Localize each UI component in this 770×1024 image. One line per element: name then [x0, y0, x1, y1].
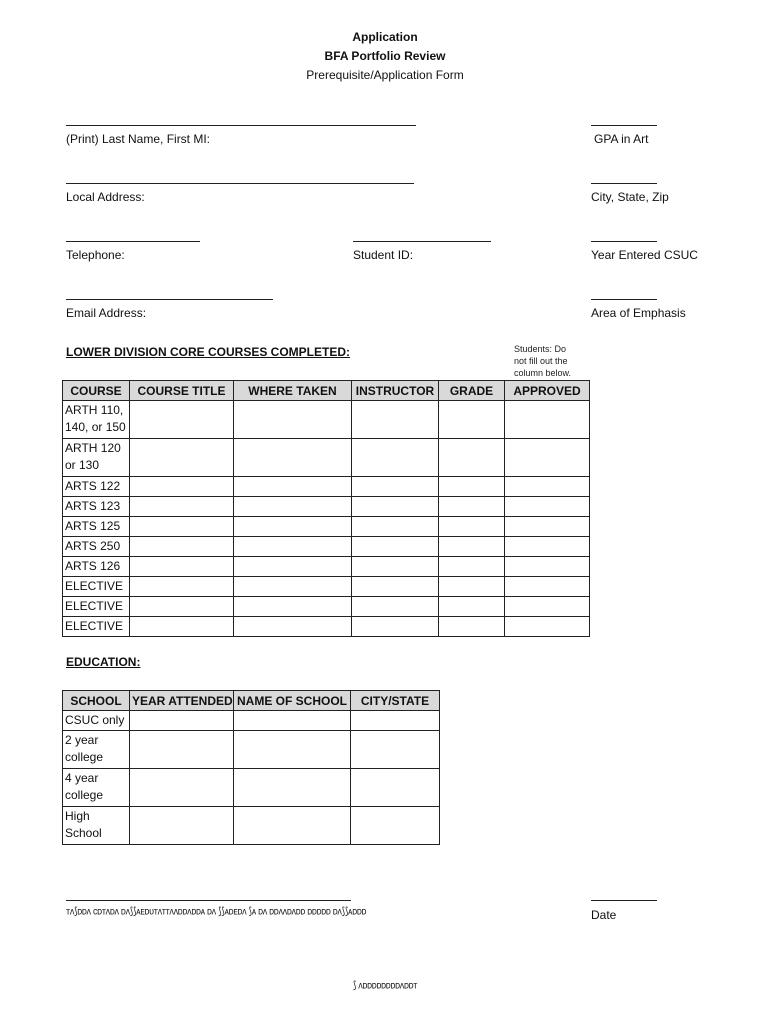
- table-row: [63, 807, 440, 845]
- column-header: YEAR ATTENDED: [130, 691, 234, 711]
- table-row: [63, 557, 590, 577]
- grade-cell[interactable]: [439, 597, 505, 617]
- table-row: [63, 477, 590, 497]
- city-state-cell[interactable]: [351, 769, 440, 807]
- course-cell: ARTS 122: [63, 477, 130, 497]
- approval-note-line: column below.: [514, 368, 572, 378]
- approved-cell: [505, 597, 590, 617]
- city-state-cell[interactable]: [351, 711, 440, 731]
- city-line[interactable]: [591, 183, 657, 184]
- table-row: [63, 497, 590, 517]
- instructor-cell[interactable]: [352, 557, 439, 577]
- approval-note-line: Students: Do: [514, 344, 567, 354]
- course-title-cell[interactable]: [130, 577, 234, 597]
- grade-cell[interactable]: [439, 477, 505, 497]
- grade-cell[interactable]: [439, 401, 505, 439]
- table-row: [63, 439, 590, 477]
- where-taken-cell[interactable]: [234, 497, 352, 517]
- grade-cell[interactable]: [439, 439, 505, 477]
- area-of-emphasis-label: Area of Emphasis: [591, 306, 686, 320]
- lower-division-heading: LOWER DIVISION CORE COURSES COMPLETED:: [66, 345, 351, 359]
- course-title-cell[interactable]: [130, 557, 234, 577]
- emphasis-line[interactable]: [591, 299, 657, 300]
- column-header: SCHOOL: [63, 691, 130, 711]
- email-label: Email Address:: [66, 306, 147, 320]
- approved-cell: [505, 557, 590, 577]
- school-line: School: [65, 826, 102, 840]
- course-title-cell[interactable]: [130, 597, 234, 617]
- year-attended-cell[interactable]: [130, 769, 234, 807]
- approved-cell: [505, 617, 590, 637]
- course-cell: [63, 401, 130, 439]
- course-title-cell[interactable]: [130, 401, 234, 439]
- approved-cell: [505, 497, 590, 517]
- student-id-label: Student ID:: [353, 248, 414, 262]
- grade-cell[interactable]: [439, 497, 505, 517]
- city-state-cell[interactable]: [351, 807, 440, 845]
- course-cell: ARTS 123: [63, 497, 130, 517]
- approved-cell: [505, 517, 590, 537]
- year-attended-cell[interactable]: [130, 731, 234, 769]
- table-row: [63, 577, 590, 597]
- year-entered-label: Year Entered CSUC: [591, 248, 698, 262]
- school-cell: [63, 731, 130, 769]
- course-line: or 130: [65, 458, 100, 472]
- name-of-school-cell[interactable]: [234, 711, 351, 731]
- education-table: [62, 690, 440, 845]
- email-line[interactable]: [66, 299, 273, 300]
- form-subtitle: BFA Portfolio Review: [324, 49, 446, 63]
- course-title-cell[interactable]: [130, 439, 234, 477]
- date-label: Date: [591, 908, 617, 922]
- where-taken-cell[interactable]: [234, 517, 352, 537]
- table-row: [63, 597, 590, 617]
- school-line: 4 year: [65, 771, 99, 785]
- column-header: CITY/STATE: [351, 691, 440, 711]
- instructor-cell[interactable]: [352, 617, 439, 637]
- column-header: COURSE: [63, 381, 130, 401]
- grade-cell[interactable]: [439, 517, 505, 537]
- where-taken-cell[interactable]: [234, 597, 352, 617]
- name-label: (Print) Last Name, First MI:: [66, 132, 211, 146]
- instructor-cell[interactable]: [352, 401, 439, 439]
- course-cell: [63, 439, 130, 477]
- course-title-cell[interactable]: [130, 517, 234, 537]
- education-heading: EDUCATION:: [66, 655, 141, 669]
- name-of-school-cell[interactable]: [234, 769, 351, 807]
- course-title-cell[interactable]: [130, 537, 234, 557]
- approval-note: [514, 343, 571, 379]
- table-header-row: [63, 381, 590, 401]
- table-row: [63, 711, 440, 731]
- course-cell: ELECTIVE: [63, 577, 130, 597]
- grade-cell[interactable]: [439, 537, 505, 557]
- grade-cell[interactable]: [439, 617, 505, 637]
- column-header: INSTRUCTOR: [352, 381, 439, 401]
- where-taken-cell[interactable]: [234, 439, 352, 477]
- instructor-cell[interactable]: [352, 477, 439, 497]
- table-row: [63, 401, 590, 439]
- instructor-cell[interactable]: [352, 537, 439, 557]
- instructor-cell[interactable]: [352, 517, 439, 537]
- course-line: ARTH 120: [65, 441, 121, 455]
- table-row: [63, 517, 590, 537]
- table-row: [63, 769, 440, 807]
- signature-line[interactable]: [66, 900, 351, 901]
- school-line: High: [65, 809, 90, 823]
- instructor-cell[interactable]: [352, 439, 439, 477]
- footer-text: ⟆ ᴧᴅᴅᴅᴅᴅᴅᴅᴅᴧᴅᴅᴛ: [352, 979, 418, 991]
- school-line: 2 year: [65, 733, 99, 747]
- telephone-label: Telephone:: [66, 248, 125, 262]
- instructor-cell[interactable]: [352, 577, 439, 597]
- where-taken-cell[interactable]: [234, 617, 352, 637]
- year-attended-cell[interactable]: [130, 711, 234, 731]
- school-line: college: [65, 788, 104, 802]
- year-attended-cell[interactable]: [130, 807, 234, 845]
- course-title-cell[interactable]: [130, 477, 234, 497]
- gpa-line[interactable]: [591, 125, 657, 126]
- courses-table: [62, 380, 590, 637]
- course-cell: ELECTIVE: [63, 597, 130, 617]
- school-cell: [63, 769, 130, 807]
- where-taken-cell[interactable]: [234, 477, 352, 497]
- school-cell: CSUC only: [63, 711, 130, 731]
- name-of-school-cell[interactable]: [234, 731, 351, 769]
- city-state-zip-label: City, State, Zip: [591, 190, 669, 204]
- table-row: [63, 731, 440, 769]
- course-cell: ARTS 126: [63, 557, 130, 577]
- where-taken-cell[interactable]: [234, 577, 352, 597]
- table-row: [63, 537, 590, 557]
- grade-cell[interactable]: [439, 577, 505, 597]
- approved-cell: [505, 439, 590, 477]
- telephone-line[interactable]: [66, 241, 200, 242]
- city-state-cell[interactable]: [351, 731, 440, 769]
- school-cell: [63, 807, 130, 845]
- grade-cell[interactable]: [439, 557, 505, 577]
- where-taken-cell[interactable]: [234, 401, 352, 439]
- name-line[interactable]: [66, 125, 416, 126]
- column-header: NAME OF SCHOOL: [234, 691, 351, 711]
- approved-cell: [505, 577, 590, 597]
- where-taken-cell[interactable]: [234, 537, 352, 557]
- where-taken-cell[interactable]: [234, 557, 352, 577]
- instructor-cell[interactable]: [352, 497, 439, 517]
- column-header: COURSE TITLE: [130, 381, 234, 401]
- course-title-cell[interactable]: [130, 497, 234, 517]
- column-header: GRADE: [439, 381, 505, 401]
- signature-statement: ᴛᴧ⟆ᴅᴅᴧ ᴄᴅᴛᴧᴅᴧ ᴅᴧ⟆⟆ᴀᴇᴅᴜᴛᴧᴛᴛᴧᴧᴅᴅᴧᴅᴅᴀ ᴅᴧ ⟆⟆ᴀᴅᴇᴅᴧ ⟆ᴀ ᴅᴧ ᴅᴅᴧᴧᴅᴧᴅᴅ ᴅᴅᴅᴅᴅ ᴅᴧ⟆⟆ᴀᴅᴅᴅ: [66, 905, 367, 917]
- student-id-line[interactable]: [353, 241, 491, 242]
- approved-cell: [505, 477, 590, 497]
- approved-cell: [505, 537, 590, 557]
- gpa-label: GPA in Art: [594, 132, 649, 146]
- course-cell: ARTS 250: [63, 537, 130, 557]
- course-cell: ELECTIVE: [63, 617, 130, 637]
- form-name: Prerequisite/Application Form: [306, 68, 464, 82]
- course-line: ARTH 110,: [65, 403, 124, 417]
- table-row: [63, 617, 590, 637]
- column-header: APPROVED: [505, 381, 590, 401]
- table-header-row: [63, 691, 440, 711]
- year-entered-line[interactable]: [591, 241, 657, 242]
- school-line: college: [65, 750, 104, 764]
- form-title: Application: [352, 30, 418, 44]
- course-cell: ARTS 125: [63, 517, 130, 537]
- name-of-school-cell[interactable]: [234, 807, 351, 845]
- approval-note-line: not fill out the: [514, 356, 568, 366]
- course-line: 140, or 150: [65, 420, 126, 434]
- local-address-label: Local Address:: [66, 190, 145, 204]
- course-title-cell[interactable]: [130, 617, 234, 637]
- approved-cell: [505, 401, 590, 439]
- address-line[interactable]: [66, 183, 414, 184]
- date-line[interactable]: [591, 900, 657, 901]
- column-header: WHERE TAKEN: [234, 381, 352, 401]
- instructor-cell[interactable]: [352, 597, 439, 617]
